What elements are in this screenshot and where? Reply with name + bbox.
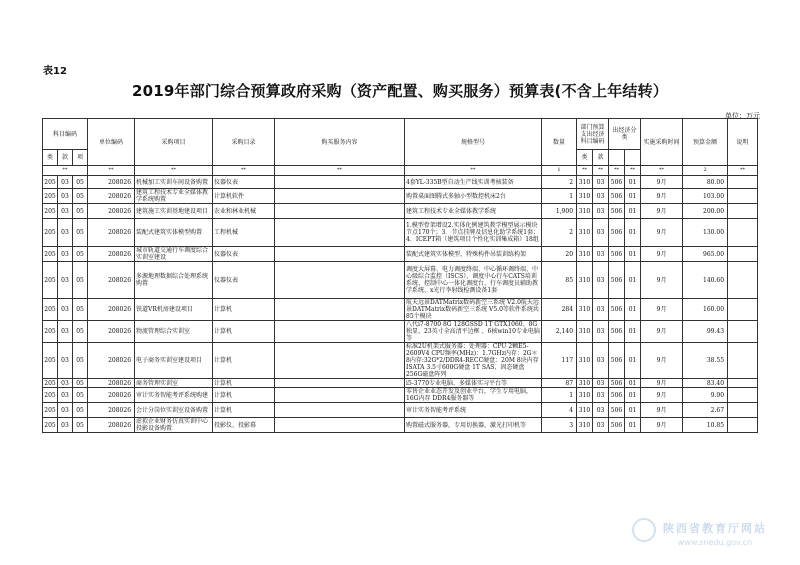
table-row — [43, 204, 758, 219]
cell-qty: 2 — [542, 176, 577, 189]
cell-kuan: 03 — [58, 189, 73, 204]
cell-d1: 506 — [609, 321, 625, 343]
cell-kuan: 03 — [58, 379, 73, 388]
cell-month: 9月 — [641, 403, 683, 418]
cell-service — [275, 403, 405, 418]
cell-project: 城市轨道交通行车调度综合实训室建设 — [135, 247, 213, 262]
cell-spec: 装配式建筑实体模型、特殊构件吊装训练构架 — [405, 247, 542, 262]
cell-e1: 310 — [577, 204, 593, 219]
page-title: 2019年部门综合预算政府采购（资产配置、购买服务）预算表(不含上年结转） — [131, 82, 668, 100]
cell-e1: 310 — [577, 176, 593, 189]
cell-unit: 208026 — [88, 343, 135, 379]
cell-e2: 03 — [593, 219, 609, 247]
cell-d2: 01 — [625, 219, 641, 247]
cell-amount: 83.40 — [683, 379, 728, 388]
cell-amount: 9.90 — [683, 388, 728, 403]
table-row — [43, 219, 758, 247]
table-row — [43, 343, 758, 379]
table-row — [43, 388, 758, 403]
cell-d2: 01 — [625, 418, 641, 433]
cell-d1: 506 — [609, 262, 625, 299]
table-row — [43, 299, 758, 321]
header-dept-lei — [609, 150, 625, 166]
star-cell: ** — [641, 166, 683, 176]
cell-service — [275, 388, 405, 403]
cell-d2: 01 — [625, 247, 641, 262]
cell-kuan: 03 — [58, 262, 73, 299]
header-econ-code: 部门预算支出经济科目编码 — [577, 119, 609, 150]
cell-month: 9月 — [641, 247, 683, 262]
cell-service — [275, 176, 405, 189]
cell-qty: 284 — [542, 299, 577, 321]
star-cell: ** — [577, 166, 593, 176]
star-cell: ** — [43, 166, 88, 176]
cell-e1: 310 — [577, 299, 593, 321]
cell-qty: 2,140 — [542, 321, 577, 343]
cell-project: 虚拟企业财务仿真实训中心投影设备购置 — [135, 418, 213, 433]
cell-d2: 01 — [625, 262, 641, 299]
cell-month: 9月 — [641, 418, 683, 433]
cell-project: 会计分岗位实训室设备购置 — [135, 403, 213, 418]
star-cell: ** — [405, 166, 542, 176]
star-cell: ** — [135, 166, 213, 176]
cell-d1: 506 — [609, 299, 625, 321]
cell-xiang: 05 — [73, 204, 88, 219]
table-row — [43, 379, 758, 388]
cell-lei: 205 — [43, 219, 58, 247]
cell-d1: 506 — [609, 343, 625, 379]
cell-project: 审计实务智能考评系统购建 — [135, 388, 213, 403]
cell-catalog: 仪器仪表 — [213, 247, 275, 262]
header-xiang: 项 — [73, 150, 88, 166]
cell-note — [728, 418, 758, 433]
header-spec: 规格型号 — [405, 119, 542, 166]
cell-d2: 01 — [625, 176, 641, 189]
cell-project: 商务管理实训室 — [135, 379, 213, 388]
cell-unit: 208026 — [88, 219, 135, 247]
cell-note — [728, 219, 758, 247]
cell-amount: 10.85 — [683, 418, 728, 433]
cell-e1: 310 — [577, 219, 593, 247]
cell-lei: 205 — [43, 321, 58, 343]
unit-label: 单位：万元 — [725, 112, 760, 120]
star-cell: ** — [213, 166, 275, 176]
cell-qty: 2 — [542, 219, 577, 247]
cell-spec: 购置桌面图腾式多轴小型数控机床2台 — [405, 189, 542, 204]
table-row — [43, 176, 758, 189]
cell-service — [275, 219, 405, 247]
cell-xiang: 05 — [73, 176, 88, 189]
cell-amount: 140.60 — [683, 262, 728, 299]
star-cell: ** — [625, 166, 641, 176]
table-row — [43, 418, 758, 433]
watermark — [640, 520, 790, 547]
cell-d1: 506 — [609, 247, 625, 262]
cell-d2: 01 — [625, 379, 641, 388]
cell-unit: 208026 — [88, 176, 135, 189]
cell-catalog: 农业和林业机械 — [213, 204, 275, 219]
watermark-url: www.snedu.gov.cn — [677, 538, 753, 547]
cell-xiang: 05 — [73, 299, 88, 321]
cell-note — [728, 321, 758, 343]
header-note: 说明 — [728, 119, 758, 166]
cell-note — [728, 176, 758, 189]
cell-spec: 建筑工程技术专业全媒体教学系统 — [405, 204, 542, 219]
cell-unit: 208026 — [88, 189, 135, 204]
cell-e1: 310 — [577, 379, 593, 388]
cell-spec: 4套YL-335B型自动生产线实训考核装备 — [405, 176, 542, 189]
cell-catalog: 计算机 — [213, 403, 275, 418]
cell-project: 装配式建筑实体模型购置 — [135, 219, 213, 247]
cell-note — [728, 189, 758, 204]
header-dept-class: 出经济分类 — [609, 119, 641, 150]
table-row — [43, 403, 758, 418]
cell-kuan: 03 — [58, 388, 73, 403]
cell-project: 建筑工程技术专业全媒体教学系统购置 — [135, 189, 213, 204]
cell-spec: 标准2U机架式服务器；处理器：CPU 2颗E5-2609V4 CPU频率(MHz)：1.7GHz内存：2G＊8内存:32G*2/DDR4-RECC硬盘：20M 8块内存 ISATA 3.5寸600G硬盘 1T SAS、固态硬盘256G磁盘阵列 — [405, 343, 542, 379]
cell-service — [275, 321, 405, 343]
cell-catalog: 工程机械 — [213, 219, 275, 247]
cell-e2: 03 — [593, 204, 609, 219]
cell-e1: 310 — [577, 321, 593, 343]
cell-kuan: 03 — [58, 321, 73, 343]
header-project: 采购项目 — [135, 119, 213, 166]
cell-service — [275, 189, 405, 204]
header-dept-kuan — [625, 150, 641, 166]
cell-unit: 208026 — [88, 418, 135, 433]
cell-note — [728, 388, 758, 403]
cell-project: 铁道VR机房建设项目 — [135, 299, 213, 321]
cell-amount: 130.00 — [683, 219, 728, 247]
cell-e1: 310 — [577, 189, 593, 204]
cell-d1: 506 — [609, 189, 625, 204]
table-header — [43, 119, 758, 176]
cell-qty: 117 — [542, 343, 577, 379]
cell-xiang: 05 — [73, 343, 88, 379]
cell-kuan: 03 — [58, 247, 73, 262]
table-number: 表12 — [43, 66, 67, 77]
table-row — [43, 321, 758, 343]
header-unit-code: 单位编码 — [88, 119, 135, 166]
cell-xiang: 05 — [73, 321, 88, 343]
cell-d1: 506 — [609, 379, 625, 388]
header-lei: 类 — [43, 150, 58, 166]
cell-qty: 1 — [542, 189, 577, 204]
cell-xiang: 05 — [73, 418, 88, 433]
cell-service — [275, 343, 405, 379]
cell-catalog: 投影仪、投影幕 — [213, 418, 275, 433]
cell-unit: 208026 — [88, 262, 135, 299]
cell-kuan: 03 — [58, 343, 73, 379]
table-row — [43, 247, 758, 262]
cell-d2: 01 — [625, 321, 641, 343]
cell-d1: 506 — [609, 403, 625, 418]
cell-project: 建筑施工实训基地建设项目 — [135, 204, 213, 219]
cell-e2: 03 — [593, 418, 609, 433]
cell-month: 9月 — [641, 379, 683, 388]
cell-lei: 205 — [43, 204, 58, 219]
cell-d1: 506 — [609, 418, 625, 433]
cell-d2: 01 — [625, 343, 641, 379]
cell-spec: 购置磁式服务器，专用切换器，激光打印机等 — [405, 418, 542, 433]
cell-d1: 506 — [609, 204, 625, 219]
cell-e1: 310 — [577, 262, 593, 299]
star-row — [43, 166, 758, 176]
cell-unit: 208026 — [88, 204, 135, 219]
cell-d1: 506 — [609, 388, 625, 403]
watermark-title: 陕西省教育厅网站 — [663, 522, 767, 535]
cell-xiang: 05 — [73, 262, 88, 299]
cell-qty: 1,900 — [542, 204, 577, 219]
cell-amount: 2.67 — [683, 403, 728, 418]
cell-kuan: 03 — [58, 299, 73, 321]
cell-lei: 205 — [43, 299, 58, 321]
cell-catalog: 计算机软件 — [213, 189, 275, 204]
cell-unit: 208026 — [88, 403, 135, 418]
cell-lei: 205 — [43, 343, 58, 379]
header-subject-code: 科目编码 — [43, 119, 88, 150]
cell-note — [728, 262, 758, 299]
cell-service — [275, 204, 405, 219]
star-cell: ** — [593, 166, 609, 176]
cell-catalog: 计算机 — [213, 321, 275, 343]
cell-month: 9月 — [641, 219, 683, 247]
cell-e2: 03 — [593, 247, 609, 262]
cell-e2: 03 — [593, 388, 609, 403]
cell-month: 9月 — [641, 299, 683, 321]
cell-unit: 208026 — [88, 321, 135, 343]
star-cell: ** — [275, 166, 405, 176]
cell-spec: 调度大屏幕、电力调度终端、中心循环调终端、中心级综合监控（ISCS）、调度中心行车CATS培训系统、控制中心一体化调度台、行车调度员辅助教学系统、x光行李射线检测设备1套 — [405, 262, 542, 299]
header-econ-lei: 类 — [577, 150, 593, 166]
cell-note — [728, 403, 758, 418]
cell-amount: 160.00 — [683, 299, 728, 321]
procurement-table — [42, 118, 758, 433]
cell-e1: 310 — [577, 388, 593, 403]
cell-lei: 205 — [44, 379, 56, 387]
header-amount: 预算金额 — [683, 119, 728, 166]
cell-month: 9月 — [641, 321, 683, 343]
cell-lei: 205 — [43, 247, 58, 262]
cell-qty: 4 — [542, 403, 577, 418]
cell-e2: 03 — [593, 403, 609, 418]
cell-catalog: 计算机 — [213, 388, 275, 403]
cell-month: 9月 — [641, 176, 683, 189]
cell-amount: 38.55 — [683, 343, 728, 379]
cell-xiang: 05 — [73, 388, 88, 403]
cell-xiang: 05 — [73, 189, 88, 204]
cell-qty: 3 — [542, 418, 577, 433]
cell-kuan: 03 — [58, 219, 73, 247]
cell-d2: 01 — [625, 403, 641, 418]
cell-d2: 01 — [625, 189, 641, 204]
cell-spec: i5-3770专业电脑、多媒体实习平台等 — [405, 379, 542, 388]
star-cell: ** — [88, 166, 135, 176]
cell-lei: 205 — [43, 403, 58, 418]
cell-e1: 310 — [577, 403, 593, 418]
cell-kuan: 03 — [58, 204, 73, 219]
cell-d1: 506 — [609, 176, 625, 189]
cell-spec: 审计实务智能考评系统 — [405, 403, 542, 418]
cell-month: 9月 — [641, 204, 683, 219]
cell-note — [728, 204, 758, 219]
cell-xiang: 05 — [73, 403, 88, 418]
cell-catalog: 计算机 — [213, 379, 275, 388]
cell-catalog: 仪器仪表 — [213, 176, 275, 189]
cell-note — [728, 379, 758, 388]
cell-d1: 506 — [609, 219, 625, 247]
cell-note — [728, 299, 758, 321]
cell-month: 9月 — [641, 388, 683, 403]
star-cell: ** — [609, 166, 625, 176]
cell-project: 电子商务实训室建设项目 — [135, 343, 213, 379]
cell-catalog: 计算机 — [213, 343, 275, 379]
cell-e1: 310 — [577, 343, 593, 379]
cell-qty: 1 — [542, 388, 577, 403]
cell-spec: 八代i7-8700 8G 128GSSD 1T GTX1060、8G独显、23英寸全高清平边框 、6核win10专业电脑等 — [406, 321, 540, 342]
cell-project: 物流管理综合实训室 — [135, 321, 213, 343]
cell-catalog: 计算机 — [213, 299, 275, 321]
cell-e2: 03 — [593, 176, 609, 189]
cell-qty: 20 — [542, 247, 577, 262]
cell-project: 多源地理数据综合处理系统购置 — [135, 262, 213, 299]
cell-kuan: 03 — [58, 176, 73, 189]
cell-month: 9月 — [641, 189, 683, 204]
cell-e2: 03 — [593, 343, 609, 379]
star-cell: 1 — [542, 166, 577, 176]
cell-service — [275, 247, 405, 262]
cell-unit: 208026 — [88, 379, 135, 388]
cell-amount: 103.00 — [683, 189, 728, 204]
header-service: 购买服务内容 — [275, 119, 405, 166]
cell-kuan: 03 — [58, 403, 73, 418]
cell-service — [275, 418, 405, 433]
cell-d2: 01 — [625, 388, 641, 403]
cell-d2: 01 — [625, 299, 641, 321]
cell-lei: 205 — [43, 418, 58, 433]
cell-note — [728, 343, 758, 379]
cell-unit: 208026 — [88, 247, 135, 262]
table-row — [43, 262, 758, 299]
cell-service — [275, 379, 405, 388]
cell-kuan: 03 — [58, 418, 73, 433]
cell-e2: 03 — [593, 321, 609, 343]
cell-amount: 80.00 — [683, 176, 728, 189]
star-cell: ** — [728, 166, 758, 176]
cell-d2: 01 — [625, 204, 641, 219]
cell-e2: 03 — [593, 262, 609, 299]
cell-amount: 200.00 — [683, 204, 728, 219]
cell-note — [728, 247, 758, 262]
cell-spec: 航天远景DATMatrix数码新空三系统 V2.0航天远景DATMatrix数码新空三系统 V5.0等软件系统共85个模块 — [405, 299, 542, 321]
cell-e2: 03 — [593, 189, 609, 204]
cell-project: 机械加工实训车间设备购置 — [135, 176, 213, 189]
cell-xiang: 05 — [73, 219, 88, 247]
cell-lei: 205 — [43, 262, 58, 299]
star-cell: 2 — [683, 166, 728, 176]
cell-qty: 87 — [542, 379, 577, 388]
cell-xiang: 05 — [73, 379, 88, 388]
cell-amount: 99.43 — [683, 321, 728, 343]
header-qty: 数量 — [542, 119, 577, 166]
cell-spec: 零售企业业态开发及创业平台，学生专用电脑，16G内存 DDR4服务器等 — [405, 388, 542, 403]
cell-service — [275, 299, 405, 321]
cell-spec: 1.模型骨架增设2.实体化例建筑教学模型展示模块节点170个；3．节点挂牌及信息化助学系统1套；4．ICEPT箱（建筑项目个性化实训集成箱）18组 — [405, 219, 542, 247]
cell-unit: 208026 — [88, 388, 135, 403]
cell-lei: 205 — [43, 388, 58, 403]
header-econ-kuan: 款 — [593, 150, 609, 166]
cell-lei: 205 — [43, 189, 58, 204]
cell-catalog: 仪器仪表 — [213, 262, 275, 299]
cell-unit: 208026 — [88, 299, 135, 321]
cell-service — [275, 262, 405, 299]
table-body — [43, 176, 758, 433]
cell-month: 9月 — [641, 262, 683, 299]
cell-e1: 310 — [577, 247, 593, 262]
header-month: 实施采购时间 — [641, 119, 683, 166]
cell-month: 9月 — [641, 343, 683, 379]
cell-e2: 03 — [593, 379, 609, 388]
cell-xiang: 05 — [73, 247, 88, 262]
cell-qty: 85 — [542, 262, 577, 299]
cell-e1: 310 — [577, 418, 593, 433]
cell-amount: 965.00 — [683, 247, 728, 262]
cell-e2: 03 — [593, 299, 609, 321]
header-kuan: 款 — [58, 150, 73, 166]
header-catalog: 采购目录 — [213, 119, 275, 166]
table-row — [43, 189, 758, 204]
cell-lei: 205 — [43, 176, 58, 189]
